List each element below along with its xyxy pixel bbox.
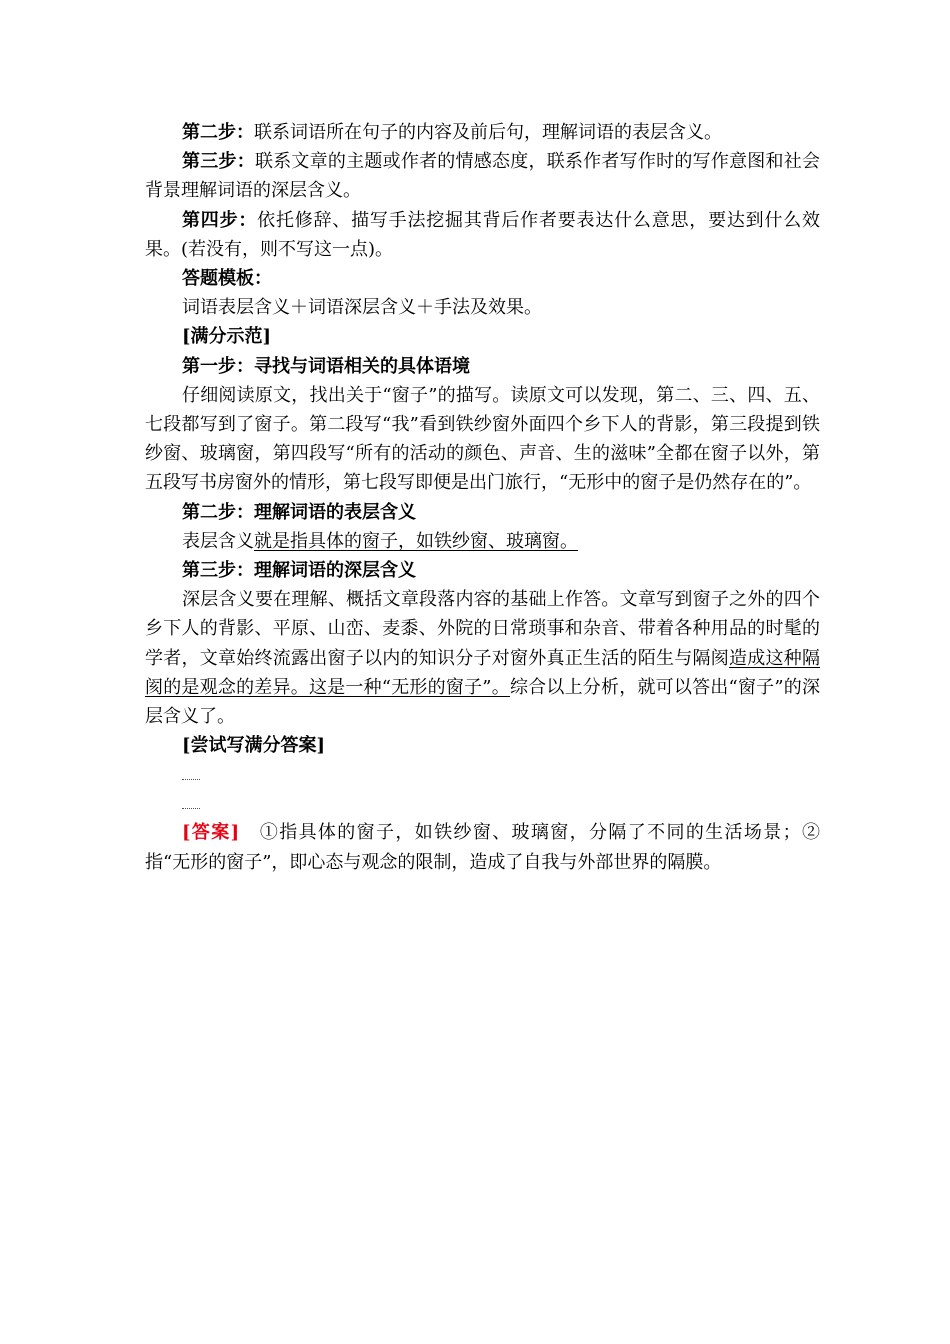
demo-step1-heading: 第一步：寻找与词语相关的具体语境 <box>182 355 470 377</box>
answer-blank-line-1 <box>145 760 820 789</box>
step4-paragraph <box>145 206 820 264</box>
answer-paragraph <box>145 818 820 876</box>
demo-step2-paragraph <box>145 527 820 556</box>
step2-label: 第二步： <box>182 122 254 143</box>
demo-step3-text-b: 综合以上分析，就可以答出“窗子”的深层含义了。 <box>145 676 821 728</box>
demo-step2-prefix: 表层含义 <box>182 530 254 552</box>
demo-step1-text: 仔细阅读原文，找出关于“窗子”的描写。读原文可以发现，第二、三、四、五、七段都写到了窗子。第二段写“我”看到铁纱窗外面四个乡下人的背影，第三段提到铁纱窗、玻璃窗，第四段写“所有的活动的颜色、声音、生的滋味”全都在窗子以外，第五段写书房窗外的情形，第七段写即便是出门旅行，“无形中的窗子是仍然存在的”。 <box>145 384 820 494</box>
demo-heading: [满分示范] <box>182 326 272 348</box>
template-heading: 答题模板： <box>182 268 272 290</box>
demo-step2-underlined: 就是指具体的窗子，如铁纱窗、玻璃窗。 <box>254 530 578 552</box>
answer-blank-line-2 <box>145 789 820 818</box>
step4-text: 依托修辞、描写手法挖掘其背后作者要表达什么意思，要达到什么效果。(若没有，则不写这一点)。 <box>145 209 821 260</box>
answer-label: [答案] <box>182 822 240 844</box>
step3-label: 第三步： <box>182 151 255 173</box>
step4-label: 第四步： <box>182 209 258 231</box>
demo-step2-heading: 第二步：理解词语的表层含义 <box>182 501 416 523</box>
try-heading: [尝试写满分答案] <box>182 735 326 757</box>
step2-paragraph <box>145 118 820 147</box>
step2-text: 联系词语所在句子的内容及前后句，理解词语的表层含义。 <box>254 122 722 143</box>
answer-text: ①指具体的窗子，如铁纱窗、玻璃窗，分隔了不同的生活场景；②指“无形的窗子”，即心态与观念的限制，造成了自我与外部世界的隔膜。 <box>145 822 820 873</box>
blank-dots <box>182 779 200 780</box>
template-text: 词语表层含义＋词语深层含义＋手法及效果。 <box>182 297 542 319</box>
demo-step3-underlined: 造成这种隔阂的是观念的差异。这是一种“无形的窗子”。 <box>145 647 820 698</box>
document-body <box>145 118 820 877</box>
demo-step3-heading: 第三步：理解词语的深层含义 <box>182 560 416 582</box>
demo-step3-text-a: 深层含义要在理解、概括文章段落内容的基础上作答。文章写到窗子之外的四个乡下人的背影、平原、山峦、麦黍、外院的日常琐事和杂音、带着各种用品的时髦的学者，文章始终流露出窗子以内的知识分子对窗外真正生活的陌生与隔阂 <box>145 589 820 669</box>
demo-step3-paragraph <box>145 585 820 731</box>
step3-text: 联系文章的主题或作者的情感态度，联系作者写作时的写作意图和社会背景理解词语的深层含义。 <box>145 151 821 202</box>
blank-dots <box>182 808 200 809</box>
step3-paragraph <box>145 147 820 205</box>
